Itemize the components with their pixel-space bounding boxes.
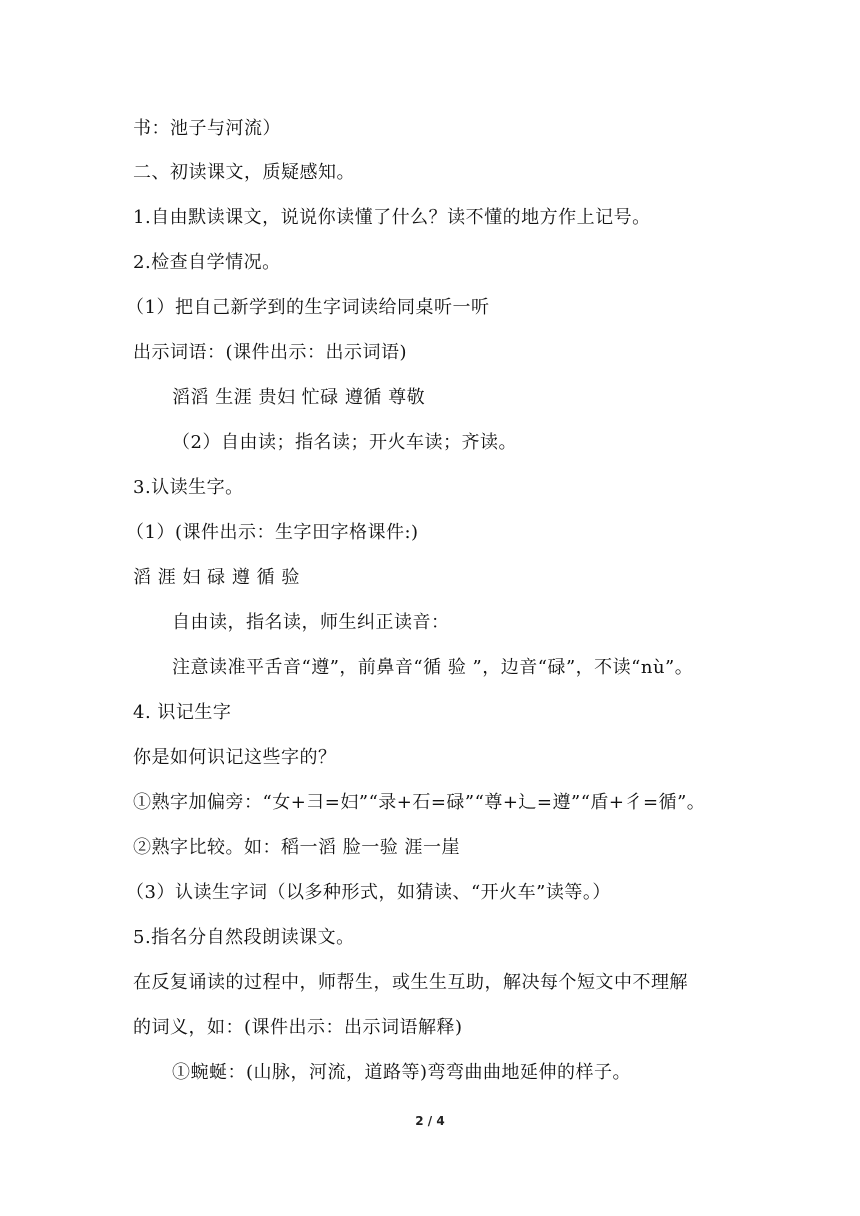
text-line: （2）自由读；指名读；开火车读；齐读。 xyxy=(172,432,517,453)
text-line: 1.自由默读课文，说说你读懂了什么？读不懂的地方作上记号。 xyxy=(133,207,651,228)
text-line: ①蜿蜒：(山脉，河流，道路等)弯弯曲曲地延伸的样子。 xyxy=(172,1062,632,1083)
text-line: ②熟字比较。如：稻一滔 脸一验 涯一崖 xyxy=(133,837,460,858)
text-line: 自由读，指名读，师生纠正读音： xyxy=(172,612,450,633)
text-line: ①熟字加偏旁：“女+彐=妇”“录+石=碌”“尊+辶=遵”“盾+彳=循”。 xyxy=(133,792,706,813)
text-line: 在反复诵读的过程中，师帮生，或生生互助，解决每个短文中不理解 xyxy=(133,972,688,993)
text-line: （1）(课件出示：生字田字格课件:) xyxy=(126,522,419,543)
page-number: 2 / 4 xyxy=(415,1114,445,1128)
character-list: 滔 涯 妇 碌 遵 循 验 xyxy=(133,567,300,588)
text-line: 2.检查自学情况。 xyxy=(133,252,281,273)
section-heading: 二、初读课文，质疑感知。 xyxy=(133,162,355,183)
text-line: 你是如何识记这些字的？ xyxy=(133,747,337,768)
text-line: 出示词语：(课件出示：出示词语) xyxy=(133,342,408,363)
text-line: （3）认读生字词（以多种形式，如猜读、“开火车”读等。） xyxy=(126,882,611,903)
text-line: 5.指名分自然段朗读课文。 xyxy=(133,927,355,948)
text-line: （1）把自己新学到的生字词读给同桌听一听 xyxy=(126,297,490,318)
text-line: 3.认读生字。 xyxy=(133,477,244,498)
word-list: 滔滔 生涯 贵妇 忙碌 遵循 尊敬 xyxy=(172,387,426,408)
text-line: 注意读准平舌音“遵”，前鼻音“循 验 ”，边音“碌”，不读“nù”。 xyxy=(172,657,694,678)
text-line: 书：池子与河流） xyxy=(133,118,281,139)
text-line: 的词义，如：(课件出示：出示词语解释) xyxy=(133,1017,463,1038)
text-line: 4. 识记生字 xyxy=(133,702,232,723)
